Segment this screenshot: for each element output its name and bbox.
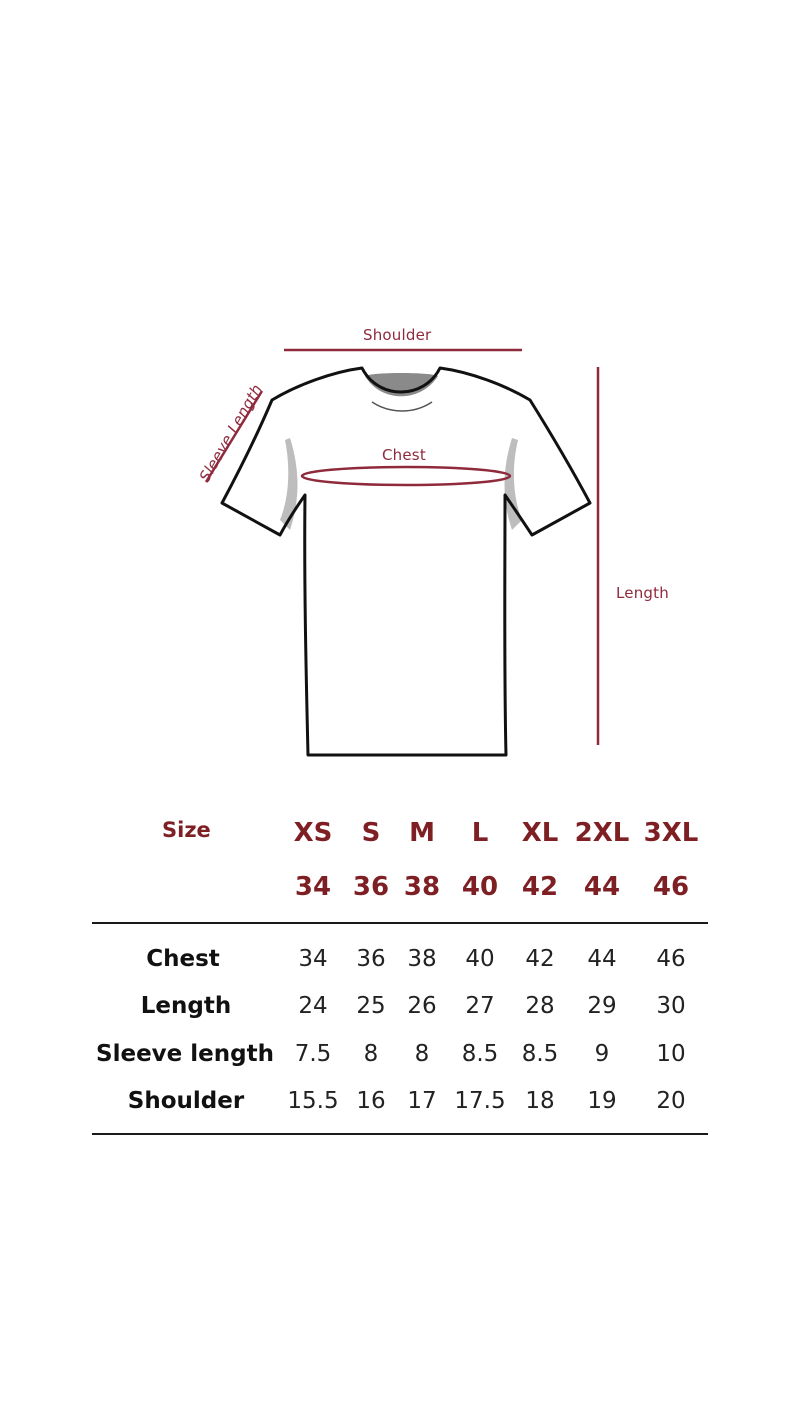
shoulder-label: Shoulder — [363, 326, 432, 344]
table-cell: 38 — [407, 946, 437, 972]
size-title: Size — [162, 818, 211, 842]
table-cell: 17 — [407, 1088, 437, 1114]
table-cell: 18 — [525, 1088, 555, 1114]
size-number: 36 — [352, 872, 390, 902]
size-number: 46 — [652, 872, 690, 902]
table-cell: 30 — [656, 993, 686, 1019]
table-cell: 27 — [465, 993, 495, 1019]
table-cell: 8.5 — [521, 1041, 559, 1067]
table-cell: 15.5 — [287, 1088, 339, 1114]
size-number: 40 — [461, 872, 499, 902]
tshirt-outline — [222, 368, 590, 755]
table-cell: 26 — [407, 993, 437, 1019]
table-cell: 34 — [298, 946, 328, 972]
size-label: 3XL — [643, 818, 699, 848]
collar-rib — [372, 402, 432, 411]
size-number: 34 — [294, 872, 332, 902]
table-cell: 46 — [656, 946, 686, 972]
row-label: Shoulder — [127, 1088, 245, 1114]
table-cell: 25 — [356, 993, 386, 1019]
table-cell: 40 — [465, 946, 495, 972]
table-cell: 8 — [414, 1041, 430, 1067]
table-cell: 19 — [587, 1088, 617, 1114]
table-cell: 20 — [656, 1088, 686, 1114]
table-cell: 10 — [656, 1041, 686, 1067]
table-cell: 8.5 — [461, 1041, 499, 1067]
table-cell: 29 — [587, 993, 617, 1019]
table-cell: 44 — [587, 946, 617, 972]
size-number: 44 — [583, 872, 621, 902]
table-cell: 16 — [356, 1088, 386, 1114]
row-label: Sleeve length — [96, 1041, 274, 1067]
size-label: M — [409, 818, 435, 848]
size-number: 38 — [403, 872, 441, 902]
chest-label: Chest — [382, 446, 426, 464]
table-top-rule — [92, 922, 708, 924]
size-label: S — [361, 818, 381, 848]
left-sleeve-shading — [280, 438, 298, 530]
table-cell: 9 — [594, 1041, 610, 1067]
size-label: 2XL — [574, 818, 630, 848]
table-cell: 24 — [298, 993, 328, 1019]
row-label: Chest — [146, 946, 220, 972]
table-cell: 36 — [356, 946, 386, 972]
size-label: XL — [521, 818, 559, 848]
length-label: Length — [616, 584, 669, 602]
table-bottom-rule — [92, 1133, 708, 1135]
size-label: XS — [293, 818, 333, 848]
size-number: 42 — [521, 872, 559, 902]
row-label: Length — [140, 993, 232, 1019]
chest-measure-ellipse — [302, 467, 510, 485]
table-cell: 8 — [363, 1041, 379, 1067]
table-cell: 7.5 — [294, 1041, 332, 1067]
sleeve-length-label: Sleeve Length — [195, 381, 267, 485]
table-cell: 42 — [525, 946, 555, 972]
table-cell: 17.5 — [454, 1088, 506, 1114]
size-label: L — [471, 818, 489, 848]
table-cell: 28 — [525, 993, 555, 1019]
